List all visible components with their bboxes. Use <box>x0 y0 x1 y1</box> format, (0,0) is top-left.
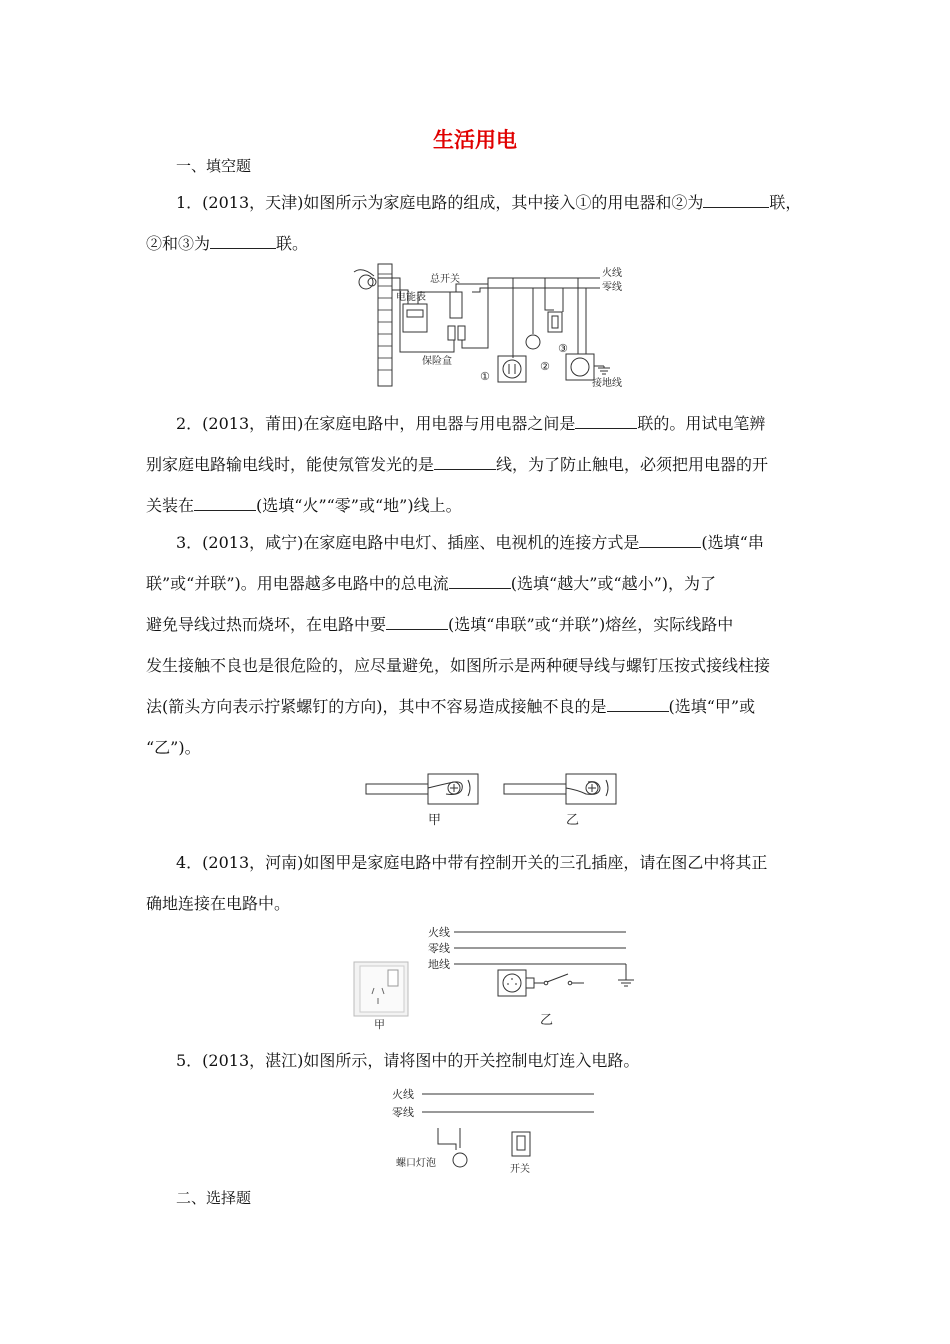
q1-label-1: ① <box>480 370 490 383</box>
q4-label-neutral: 零线 <box>428 942 450 955</box>
question-5 <box>146 1040 814 1081</box>
q1-text-b: 联， <box>769 193 802 212</box>
q1-label-live: 火线 <box>602 268 622 279</box>
q3-text-3: 联”或“并联”)。用电器越多电路中的总电流 <box>146 574 449 593</box>
q1-label-neutral: 零线 <box>602 282 622 293</box>
q1-text-a: 1．(2013，天津)如图所示为家庭电路的组成，其中接入①的用电器和②为 <box>176 193 704 212</box>
q1-blank-2 <box>210 234 276 249</box>
q2-text-1: 2．(2013，莆田)在家庭电路中，用电器与用电器之间是 <box>176 414 576 433</box>
q2-text-2: 联的。用试电笔辨 <box>637 414 766 433</box>
q3-blank-1 <box>639 533 701 548</box>
q4-label-b: 乙 <box>540 1013 554 1028</box>
question-1 <box>146 182 814 264</box>
q5-label-neutral: 零线 <box>392 1106 414 1119</box>
q5-bulb-switch-diagram <box>390 1086 600 1178</box>
q5-text-1: 5．(2013，湛江)如图所示，请将图中的开关控制电灯连入电路。 <box>176 1051 640 1070</box>
q1-label-ground: 接地线 <box>592 378 622 389</box>
q3-blank-3 <box>386 615 448 630</box>
q5-label-switch: 开关 <box>510 1164 530 1175</box>
q3-blank-2 <box>449 574 511 589</box>
section-heading-choice: 二、选择题 <box>176 1189 252 1207</box>
q1-label-3: ③ <box>558 342 568 355</box>
q3-text-5: 避免导线过热而烧坏，在电路中要 <box>146 615 387 634</box>
q3-wire-terminal-diagram <box>362 772 628 830</box>
q1-label-main-switch: 总开关 <box>430 274 460 285</box>
q1-blank-1 <box>703 193 769 208</box>
q2-text-5: 关装在 <box>146 496 195 515</box>
q5-label-bulb: 螺口灯泡 <box>396 1158 436 1169</box>
question-2 <box>146 403 814 526</box>
q2-text-3: 别家庭电路输电线时，能使氖管发光的是 <box>146 455 435 474</box>
q2-blank-2 <box>434 455 496 470</box>
q3-text-1: 3．(2013，咸宁)在家庭电路中电灯、插座、电视机的连接方式是 <box>176 533 640 552</box>
q3-text-7: 发生接触不良也是很危险的，应尽量避免，如图所示是两种硬导线与螺钉压按式接线柱接 <box>146 656 771 675</box>
q1-label-meter: 电能表 <box>396 292 426 303</box>
q3-text-8: 法(箭头方向表示拧紧螺钉的方向)，其中不容易造成接触不良的是 <box>146 697 607 716</box>
q1-text-d: 联。 <box>276 234 309 253</box>
q3-label-a: 甲 <box>428 813 442 828</box>
q2-blank-1 <box>575 414 637 429</box>
q2-blank-3 <box>194 496 256 511</box>
q4-socket-switch-diagram <box>350 922 640 1032</box>
q3-text-9: (选填“甲”或 <box>668 697 756 716</box>
section-heading-fill-blank: 一、填空题 <box>176 157 252 175</box>
page-title: 生活用电 <box>433 128 517 152</box>
q4-text-2: 确地连接在电路中。 <box>146 894 291 913</box>
q3-blank-4 <box>607 697 669 712</box>
q1-text-c: ②和③为 <box>146 234 211 253</box>
q4-label-ground: 地线 <box>428 958 450 971</box>
q3-text-4: (选填“越大”或“越小”)，为了 <box>510 574 717 593</box>
q4-text-1: 4．(2013，河南)如图甲是家庭电路中带有控制开关的三孔插座，请在图乙中将其正 <box>176 853 768 872</box>
q3-text-10: “乙”)。 <box>146 738 201 757</box>
q3-text-2: (选填“串 <box>701 533 764 552</box>
q2-text-6: (选填“火”“零”或“地”)线上。 <box>256 496 462 515</box>
q2-text-4: 线，为了防止触电，必须把用电器的开 <box>496 455 769 474</box>
q3-label-b: 乙 <box>566 813 580 828</box>
q1-label-fuse-box: 保险盒 <box>422 356 452 367</box>
q1-label-2: ② <box>540 360 550 373</box>
q5-label-live: 火线 <box>392 1088 414 1101</box>
q4-label-a: 甲 <box>374 1018 385 1031</box>
q1-household-circuit-diagram <box>348 262 638 390</box>
q4-label-live: 火线 <box>428 926 450 939</box>
question-3 <box>146 522 814 768</box>
q3-text-6: (选填“串联”或“并联”)熔丝，实际线路中 <box>448 615 734 634</box>
question-4 <box>146 842 814 924</box>
